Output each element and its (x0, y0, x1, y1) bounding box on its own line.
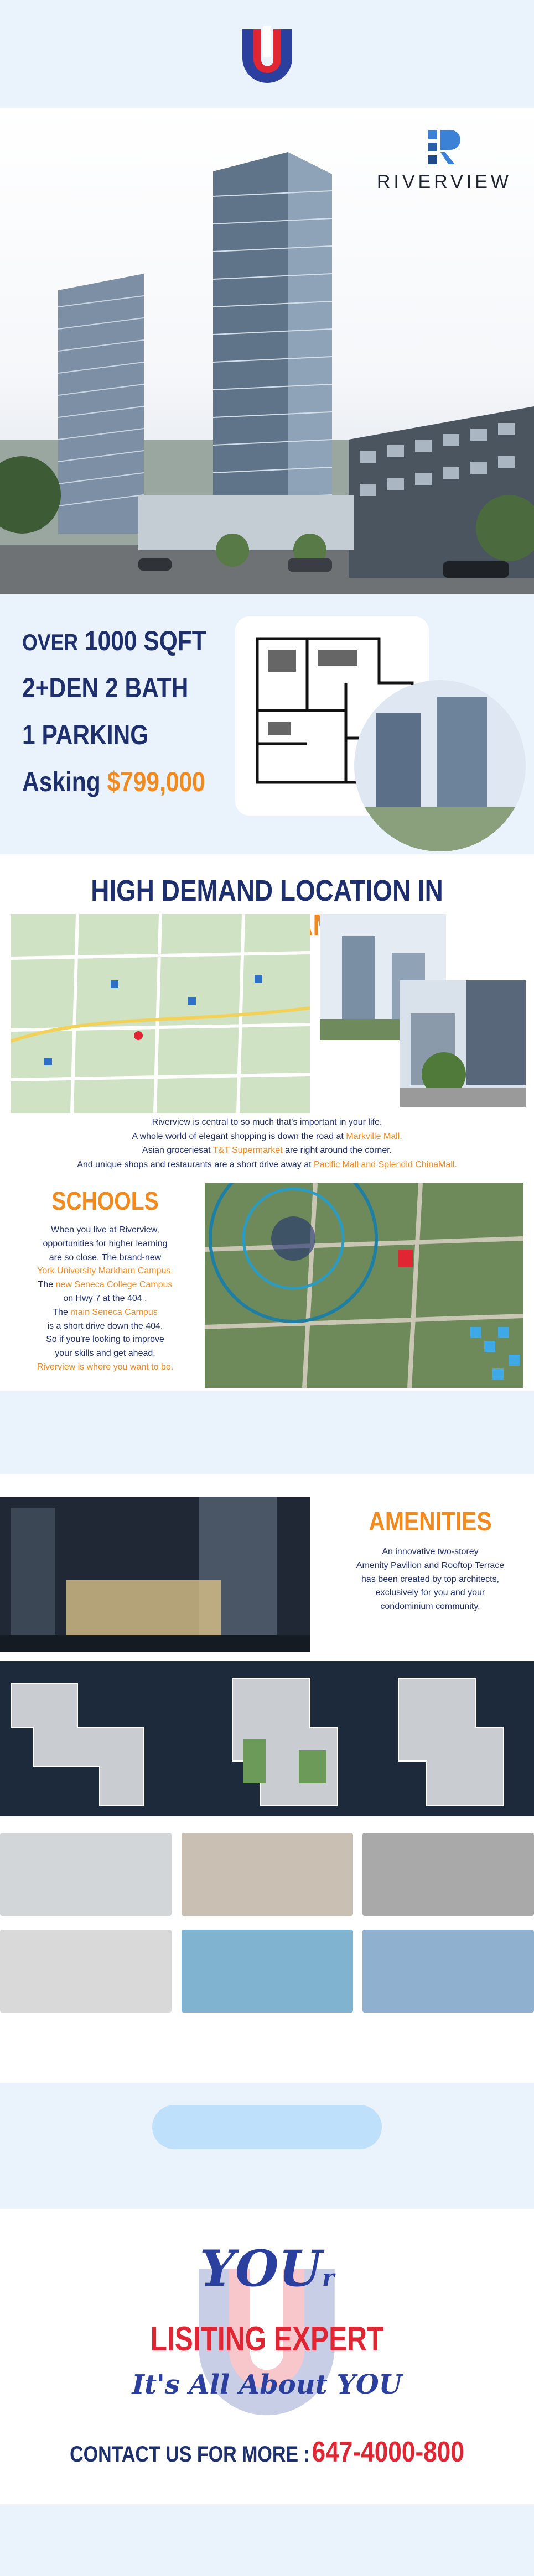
schools-title: SCHOOLS (51, 1187, 159, 1215)
street-photo-2 (400, 980, 526, 1107)
spec-size-prefix: OVER (22, 629, 79, 655)
amenity-pavilion-photo (0, 1497, 310, 1652)
your-r: r (322, 2264, 335, 2291)
amenities-description: An innovative two-storey Amenity Pavilion and Rooftop Terrace has been created by top architects, exclusively for you and your condominium community. (356, 1547, 505, 1612)
gallery-photo-terrace (362, 1930, 534, 2013)
hero-section (0, 108, 534, 594)
gallery-photo-lounge (182, 1833, 353, 1916)
your-word: YOU (199, 2239, 322, 2298)
gallery-photo-party-room (0, 1930, 172, 2013)
footer-band (0, 2504, 534, 2576)
location-section (0, 854, 534, 1391)
cta-band (0, 2083, 534, 2209)
phone-number-link[interactable]: 647-4000-800 (312, 2436, 464, 2468)
price-label: Asking (22, 766, 101, 797)
your-heading (0, 2239, 534, 2298)
contact-label: CONTACT US FOR MORE : (70, 2442, 310, 2467)
riverview-r-icon (428, 130, 460, 164)
location-line-3: Asian groceriesat T&T Supermarket are right around the corner. (142, 1146, 392, 1156)
area-map[interactable] (11, 914, 310, 1113)
spec-parking: 1 PARKING (22, 719, 149, 750)
location-line-4: And unique shops and restaurants are a short drive away at Pacific Mall and Splendid ChinaMall. (77, 1159, 457, 1169)
amenity-floorplans (0, 1661, 534, 1816)
riverview-logo (377, 130, 512, 193)
gallery-photo-lobby (0, 1833, 172, 1916)
spec-size-value: 1000 SQFT (84, 625, 206, 656)
location-title-prefix: HIGH DEMAND LOCATION IN (91, 874, 443, 907)
contact-section (0, 2209, 534, 2504)
tower-circle-photo (354, 680, 526, 851)
riverview-name: RIVERVIEW (376, 171, 512, 192)
spec-rooms: 2+DEN 2 BATH (22, 672, 189, 703)
location-line-2: A whole world of elegant shopping is down the road at Markville Mall. (132, 1131, 402, 1141)
listing-expert-heading: LISITING EXPERT (150, 2320, 384, 2358)
cta-pill-button[interactable] (152, 2105, 382, 2149)
price-value: $799,000 (107, 766, 205, 797)
header-band (0, 0, 534, 108)
gallery-photo-pool (182, 1930, 353, 2013)
schools-description: When you live at Riverview, opportunities for higher learning are so close. The brand-new York University Markham Campus. The new Seneca College Campus on Hwy 7 at the 404 . The main Seneca Campus is a short drive down the 404. So if you're looking to improve your skills and get ahead, Riverview is where you want to be. (37, 1225, 174, 1372)
u-shield-logo-icon[interactable] (237, 24, 298, 85)
amenity-gallery (0, 1816, 534, 2083)
amenities-title: AMENITIES (369, 1507, 492, 1537)
specs-section (0, 594, 534, 854)
tagline: It's All About YOU (132, 2369, 402, 2400)
amenities-section (0, 1474, 534, 1661)
location-description (0, 1115, 534, 1172)
gallery-photo-gym (362, 1833, 534, 1916)
contact-line (40, 2436, 494, 2469)
schools-satellite-map[interactable] (205, 1183, 523, 1388)
section-spacer (0, 1391, 534, 1474)
spec-size (22, 625, 206, 657)
spec-price (22, 766, 205, 798)
location-line-1: Riverview is central to so much that's important in your life. (152, 1117, 382, 1127)
